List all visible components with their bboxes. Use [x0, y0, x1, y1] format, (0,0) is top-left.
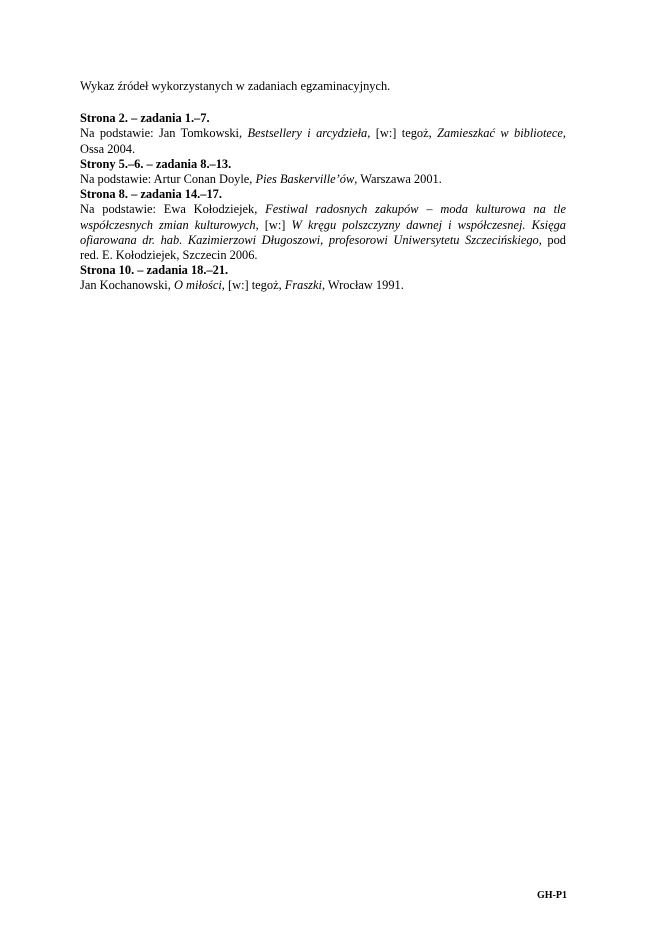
source-citation	[80, 126, 566, 156]
source-citation	[80, 202, 566, 263]
source-heading: Strony 5.–6. – zadania 8.–13.	[80, 156, 232, 171]
citation-part: Na podstawie: Jan Tomkowski,	[80, 126, 248, 141]
citation-title: W kręgu polszczyzny dawnej i współczesnej. Księga ofiarowana dr. hab. Kazimierzowi Długoszowi, profesorowi Uniwersytetu Szczecińskiego	[80, 217, 567, 247]
source-entry-2	[80, 157, 566, 187]
source-entry-3	[80, 187, 566, 263]
citation-title: Pies Baskerville’ów	[255, 172, 355, 187]
citation-part: Na podstawie: Ewa Kołodziejek,	[80, 202, 266, 217]
sources-list	[80, 79, 566, 294]
citation-part: Jan Kochanowski,	[80, 278, 174, 293]
source-citation	[80, 172, 566, 187]
citation-part: Na podstawie: Artur Conan Doyle,	[80, 172, 256, 187]
source-heading: Strona 10. – zadania 18.–21.	[80, 263, 229, 278]
citation-part: , Ossa 2004.	[80, 126, 566, 156]
exam-code: GH-P1	[537, 890, 567, 901]
source-entry-1	[80, 111, 566, 157]
source-heading: Strona 8. – zadania 14.–17.	[80, 187, 222, 202]
citation-title: Bestsellery i arcydzieła	[247, 126, 368, 141]
citation-title: Fraszki	[284, 278, 322, 293]
citation-part: , Warszawa 2001.	[354, 172, 442, 187]
citation-part: , [w:] tegoż,	[221, 278, 285, 293]
citation-part: , [w:] tegoż,	[367, 126, 438, 141]
source-citation	[80, 278, 566, 293]
citation-part: , Wrocław 1991.	[321, 278, 404, 293]
citation-title: Festiwal radosnych zakupów – moda kulturowa na tle współczesnych zmian kulturowych	[80, 202, 566, 232]
citation-part: , pod red. E. Kołodziejek, Szczecin 2006.	[80, 232, 566, 263]
citation-title: Zamieszkać w bibliotece	[437, 126, 563, 141]
citation-part: , [w:]	[255, 217, 292, 232]
source-heading: Strona 2. – zadania 1.–7.	[80, 111, 210, 126]
source-entry-4	[80, 263, 566, 293]
intro-text: Wykaz źródeł wykorzystanych w zadaniach egzaminacyjnych.	[80, 79, 391, 93]
citation-title: O miłości	[173, 278, 222, 293]
